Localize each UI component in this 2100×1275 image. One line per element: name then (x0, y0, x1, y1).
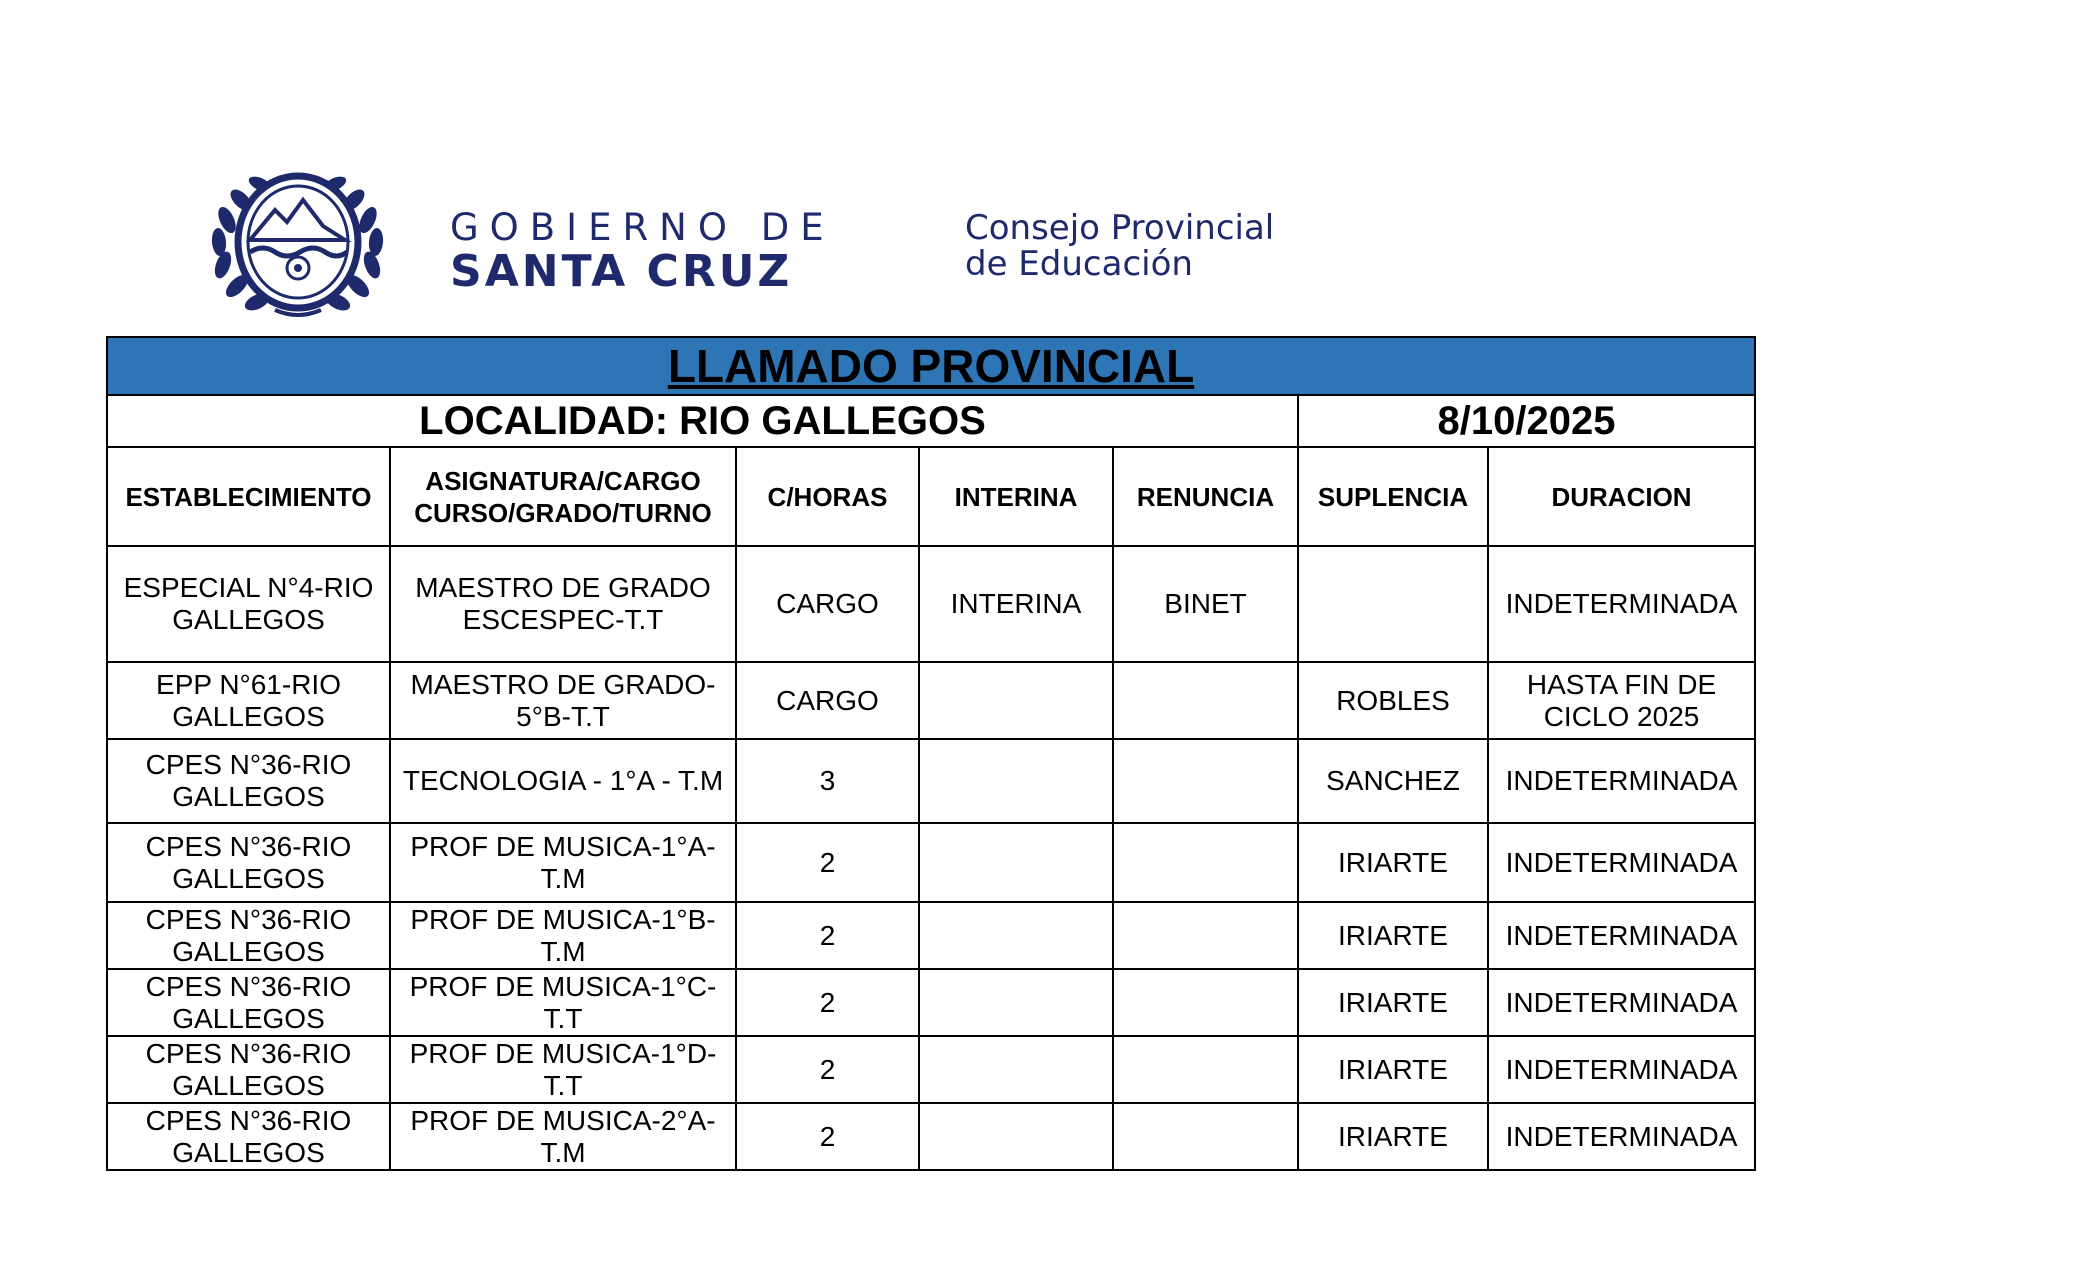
cell-text: INDETERMINADA (1505, 1053, 1738, 1085)
column-header-renuncia (1113, 447, 1298, 546)
cell-text: 2 (819, 1120, 836, 1152)
cell-duracion (1488, 662, 1755, 739)
cell-asignatura (390, 662, 736, 739)
cell-suplencia (1298, 969, 1488, 1036)
cell-horas (736, 1036, 919, 1103)
cell-duracion (1488, 1036, 1755, 1103)
cell-renuncia (1113, 969, 1298, 1036)
cell-suplencia (1298, 902, 1488, 969)
column-header-interina (919, 447, 1113, 546)
cell-renuncia (1113, 546, 1298, 662)
cell-establecimiento (107, 662, 390, 739)
cell-asignatura (390, 1103, 736, 1170)
cell-text: EPP N°61-RIO (156, 668, 341, 700)
column-header-establecimiento (107, 447, 390, 546)
cell-establecimiento (107, 823, 390, 902)
cell-asignatura (390, 739, 736, 823)
cell-text: T.T (543, 1069, 583, 1101)
cell-duracion (1488, 969, 1755, 1036)
cell-text: CPES N°36-RIO (145, 1037, 352, 1069)
cell-text: T.M (540, 862, 586, 894)
cell-suplencia (1298, 1036, 1488, 1103)
cell-text: PROF DE MUSICA-1°C- (409, 970, 717, 1002)
column-header-text: ASIGNATURA/CARGO (425, 465, 701, 496)
title-row (107, 337, 1755, 395)
cell-interina (919, 739, 1113, 823)
column-header-horas (736, 447, 919, 546)
cell-text: GALLEGOS (172, 862, 325, 894)
cell-renuncia (1113, 823, 1298, 902)
cell-text: PROF DE MUSICA-1°A- (410, 830, 716, 862)
column-header-text: C/HORAS (767, 481, 888, 512)
cell-suplencia (1298, 823, 1488, 902)
cell-text: CARGO (776, 588, 879, 619)
cell-text: IRIARTE (1338, 1120, 1448, 1152)
cell-text: IRIARTE (1338, 846, 1448, 878)
table-row (107, 1036, 1755, 1103)
cell-text: INDETERMINADA (1505, 588, 1738, 619)
cell-text: 3 (819, 765, 836, 796)
date-label: 8/10/2025 (1298, 395, 1755, 447)
cell-interina (919, 902, 1113, 969)
cell-horas (736, 969, 919, 1036)
table-row (107, 902, 1755, 969)
gobierno-santa-cruz-logo (450, 208, 870, 296)
cell-duracion (1488, 823, 1755, 902)
cell-text: IRIARTE (1338, 986, 1448, 1018)
cell-text: 2 (819, 846, 836, 878)
cell-text: INTERINA (950, 588, 1082, 619)
cell-establecimiento (107, 969, 390, 1036)
cell-horas (736, 662, 919, 739)
cell-text: SANCHEZ (1326, 765, 1460, 796)
table-row (107, 546, 1755, 662)
cell-asignatura (390, 546, 736, 662)
column-header-duracion (1488, 447, 1755, 546)
cell-text: T.M (540, 935, 586, 967)
cell-text: GALLEGOS (172, 604, 325, 635)
cell-duracion (1488, 546, 1755, 662)
cell-text: 5°B-T.T (516, 700, 610, 732)
cell-text: CPES N°36-RIO (145, 903, 352, 935)
cell-text: T.M (540, 1136, 586, 1168)
column-header-text: RENUNCIA (1136, 481, 1275, 512)
cell-text: BINET (1164, 588, 1247, 619)
cell-horas (736, 546, 919, 662)
column-header-row (107, 447, 1755, 546)
cell-text: GALLEGOS (172, 1136, 325, 1168)
header (205, 160, 1405, 330)
cell-suplencia (1298, 546, 1488, 662)
llamado-sheet (106, 336, 1754, 1171)
cell-horas (736, 1103, 919, 1170)
cell-text: PROF DE MUSICA-1°B- (410, 903, 716, 935)
cell-asignatura (390, 1036, 736, 1103)
cell-interina (919, 546, 1113, 662)
cell-text: CPES N°36-RIO (145, 970, 352, 1002)
cell-text: 2 (819, 986, 836, 1018)
cell-renuncia (1113, 1036, 1298, 1103)
cell-text: INDETERMINADA (1505, 986, 1738, 1018)
table-row (107, 1103, 1755, 1170)
cell-text: PROF DE MUSICA-2°A- (410, 1104, 716, 1136)
cell-text: INDETERMINADA (1505, 1120, 1738, 1152)
cell-duracion (1488, 739, 1755, 823)
cell-text: PROF DE MUSICA-1°D- (409, 1037, 717, 1069)
cell-establecimiento (107, 1103, 390, 1170)
cell-text: CPES N°36-RIO (145, 1104, 352, 1136)
cell-text: CPES N°36-RIO (145, 830, 352, 862)
cell-establecimiento (107, 546, 390, 662)
cell-text: CICLO 2025 (1543, 700, 1700, 732)
column-header-text: DURACION (1551, 481, 1692, 512)
cell-renuncia (1113, 902, 1298, 969)
consejo-provincial-logo (965, 210, 1274, 282)
column-header-text: SUPLENCIA (1317, 481, 1469, 512)
cell-duracion (1488, 1103, 1755, 1170)
table-row (107, 739, 1755, 823)
logo-line-gobierno: GOBIERNO DE (450, 206, 835, 249)
cell-text: MAESTRO DE GRADO- (410, 668, 716, 700)
santa-cruz-seal-icon (205, 160, 405, 320)
cell-text: ESCESPEC-T.T (462, 604, 664, 635)
cell-establecimiento (107, 739, 390, 823)
cell-text: MAESTRO DE GRADO (415, 572, 711, 603)
cell-interina (919, 823, 1113, 902)
cell-establecimiento (107, 902, 390, 969)
column-header-text: ESTABLECIMIENTO (125, 481, 372, 512)
cell-interina (919, 1103, 1113, 1170)
cell-text: ROBLES (1336, 684, 1450, 716)
cell-text: CPES N°36-RIO (145, 749, 352, 780)
cell-asignatura (390, 823, 736, 902)
logo-line-consejo: Consejo Provincial (965, 208, 1275, 248)
cell-interina (919, 662, 1113, 739)
cell-text: IRIARTE (1338, 1053, 1448, 1085)
cell-renuncia (1113, 739, 1298, 823)
cell-horas (736, 739, 919, 823)
cell-suplencia (1298, 739, 1488, 823)
cell-horas (736, 823, 919, 902)
table-row (107, 823, 1755, 902)
cell-establecimiento (107, 1036, 390, 1103)
cell-duracion (1488, 902, 1755, 969)
cell-text: GALLEGOS (172, 935, 325, 967)
cell-interina (919, 969, 1113, 1036)
cell-suplencia (1298, 1103, 1488, 1170)
cell-text: GALLEGOS (172, 1002, 325, 1034)
column-header-text: INTERINA (954, 481, 1078, 512)
column-header-text: CURSO/GRADO/TURNO (414, 497, 712, 528)
cell-text: GALLEGOS (172, 1069, 325, 1101)
cell-text: T.T (543, 1002, 583, 1034)
column-header-asignatura (390, 447, 736, 546)
llamado-table (106, 336, 1756, 1171)
cell-suplencia (1298, 662, 1488, 739)
sheet-title: LLAMADO PROVINCIAL (107, 337, 1755, 395)
logo-line-santa-cruz: SANTA CRUZ (450, 246, 793, 297)
cell-text: HASTA FIN DE (1526, 668, 1717, 700)
cell-asignatura (390, 902, 736, 969)
table-row (107, 662, 1755, 739)
cell-text: ESPECIAL N°4-RIO (123, 572, 374, 603)
cell-renuncia (1113, 662, 1298, 739)
cell-text: GALLEGOS (172, 781, 325, 812)
cell-text: 2 (819, 1053, 836, 1085)
cell-text: GALLEGOS (172, 700, 325, 732)
cell-text: CARGO (776, 684, 879, 716)
cell-text: INDETERMINADA (1505, 765, 1738, 796)
cell-renuncia (1113, 1103, 1298, 1170)
logo-line-educacion: de Educación (965, 244, 1193, 284)
column-header-suplencia (1298, 447, 1488, 546)
table-row (107, 969, 1755, 1036)
cell-horas (736, 902, 919, 969)
cell-text: IRIARTE (1338, 919, 1448, 951)
cell-text: 2 (819, 919, 836, 951)
cell-text: INDETERMINADA (1505, 919, 1738, 951)
cell-interina (919, 1036, 1113, 1103)
locality-row (107, 395, 1755, 447)
cell-text: INDETERMINADA (1505, 846, 1738, 878)
cell-asignatura (390, 969, 736, 1036)
cell-text: TECNOLOGIA - 1°A - T.M (402, 765, 724, 796)
locality-label: LOCALIDAD: RIO GALLEGOS (107, 395, 1298, 447)
